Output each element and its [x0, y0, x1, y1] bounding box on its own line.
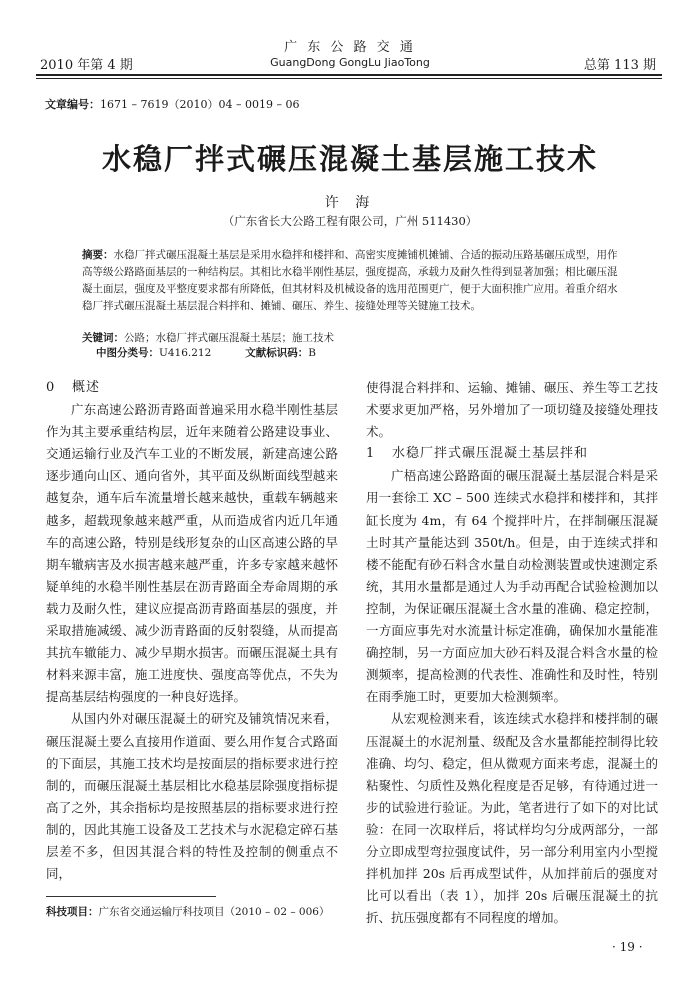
article-number-label: 文章编号： — [45, 98, 100, 111]
body-column-left — [46, 377, 338, 885]
body-column-right — [366, 377, 658, 929]
issue-label: 2010 年第 4 期 — [40, 58, 133, 73]
abstract-label: 摘要： — [82, 249, 114, 261]
journal-masthead — [250, 40, 450, 70]
paragraph: 广东高速公路沥青路面普遍采用水稳半刚性基层作为其主要承重结构层，近年来随着公路建设事业、交通运输行业及汽车工业的不断发展，新建高速公路逐步通向山区、通向省外，其平面及纵断面线型越来越复杂，通车后车流量增长越来越快，重载车辆越来越多，超载现象越来越严重，从而造成省内近几年通车的高速公路，特别是线形复杂的山区高速公路的早期车辙病害及水损害越来越严重，许多专家越来越怀疑单纯的水稳半刚性基层在沥青路面全寿命周期的承载力及耐久性，建议应提高沥青路面基层的强度，并采取措施减缓、减少沥青路面的反射裂缝，从而提高其抗车辙能力、减少早期水损害。而碾压混凝土具有材料来源丰富，施工进度快、强度高等优点，不失为提高基层结构强度的一种良好选择。 — [46, 402, 338, 705]
total-issue-label: 总第 113 期 — [583, 58, 656, 73]
abstract — [82, 247, 622, 315]
section-title: 水稳厂拌式碾压混凝土基层拌和 — [392, 446, 589, 462]
doc-code-value: B — [308, 347, 316, 359]
article-number-value: 1671 – 7619（2010）04 – 0019 – 06 — [100, 98, 300, 111]
author-name: 许 海 — [324, 195, 376, 211]
classification-line — [96, 345, 316, 362]
abstract-text: 水稳厂拌式碾压混凝土基层是采用水稳拌和楼拌和、高密实度摊铺机摊铺、合适的振动压路基碾压成型，用作高等级公路路面基层的一种结构层。其相比水稳半刚性基层，强度提高，承载力及耐久性得到显著加强；相比碾压混凝土面层，强度及平整度要求都有所降低，但其材料及机械设备的选用范围更广，便于大面积推广应用。着重介绍水稳厂拌式碾压混凝土基层混合料拌和、摊铺、碾压、养生、接缝处理等关键施工技术。 — [82, 249, 618, 312]
funding-label: 科技项目： — [46, 906, 99, 918]
section-number: 1 — [366, 446, 376, 462]
doc-code-label: 文献标识码： — [245, 347, 309, 359]
section-number: 0 — [46, 380, 56, 395]
header-rule-thin — [36, 78, 662, 79]
keywords-label: 关键词： — [82, 332, 124, 344]
funding-text: 广东省交通运输厅科技项目（2010 – 02 – 006） — [98, 906, 330, 918]
funding-footnote — [46, 904, 329, 919]
section-heading-mixing — [366, 443, 658, 465]
journal-name-en: GuangDong GongLu JiaoTong — [270, 56, 430, 69]
journal-name-cn: 广 东 公 路 交 通 — [284, 40, 416, 55]
keywords-text: 公路；水稳厂拌式碾压混凝土基层；施工技术 — [124, 332, 334, 344]
article-title: 水稳厂拌式碾压混凝土基层施工技术 — [101, 142, 598, 176]
article-number — [45, 96, 299, 112]
clc-value: U416.212 — [159, 347, 212, 359]
footnote-rule — [46, 896, 216, 897]
clc-label: 中图分类号： — [96, 347, 159, 359]
page-number: · 19 · — [612, 940, 643, 954]
paragraph: 从宏观检测来看，该连续式水稳拌和楼拌制的碾压混凝土的水泥剂量、级配及含水量都能控制得比较准确、均匀、稳定，但从微观方面来考虑，混凝土的粘聚性、匀质性及熟化程度是否足够，有待通过进一步的试验进行验证。为此，笔者进行了如下的对比试验：在同一次取样后，将试样均匀分成两部分，一部分立即成型弯拉强度试件，另一部分利用室内小型搅拌机加拌 20s 后再成型试件，从加拌前后的强度对比可以看出（表 1），加拌 20s 后碾压混凝土的抗折、抗压强度都有不同程度的增加。 — [366, 711, 658, 926]
section-heading-overview — [46, 377, 338, 399]
author-affiliation: （广东省长大公路工程有限公司，广州 511430） — [222, 214, 478, 228]
header-rule-thick — [36, 74, 662, 76]
section-title: 概述 — [72, 380, 101, 395]
paragraph-continued: 使得混合料拌和、运输、摊铺、碾压、养生等工艺技术要求更加严格，另外增加了一项切缝及接缝处理技术。 — [366, 380, 658, 440]
paragraph: 广梧高速公路路面的碾压混凝土基层混合料是采用一套徐工 XC – 500 连续式水稳拌和楼拌和，其拌缸长度为 4m，有 64 个搅拌叶片，在拌制碾压混凝土时其产量能达到 350t/h。但是，由于连续式拌和楼不能配有砂石料含水量自动检测装置或快速测定系统，其用水量都是通过人为手动再配合试验检测加以控制，为保证碾压混凝土含水量的准确、稳定控制，一方面应事先对水流量计标定准确，确保加水量能准确控制，另一方面应加大砂石料及混合料含水量的检测频率，提高检测的代表性、准确性和及时性，特别在雨季施工时，更要加大检测频率。 — [366, 468, 658, 705]
paragraph: 从国内外对碾压混凝土的研究及铺筑情况来看，碾压混凝土要么直接用作道面、要么用作复合式路面的下面层，其施工技术均是按面层的指标要求进行控制的，而碾压混凝土基层相比水稳基层除强度指标提高了之外，其余指标均是按照基层的指标要求进行控制的，因此其施工设备及工艺技术与水泥稳定碎石基层差不多，但因其混合料的特性及控制的侧重点不同， — [46, 711, 338, 882]
